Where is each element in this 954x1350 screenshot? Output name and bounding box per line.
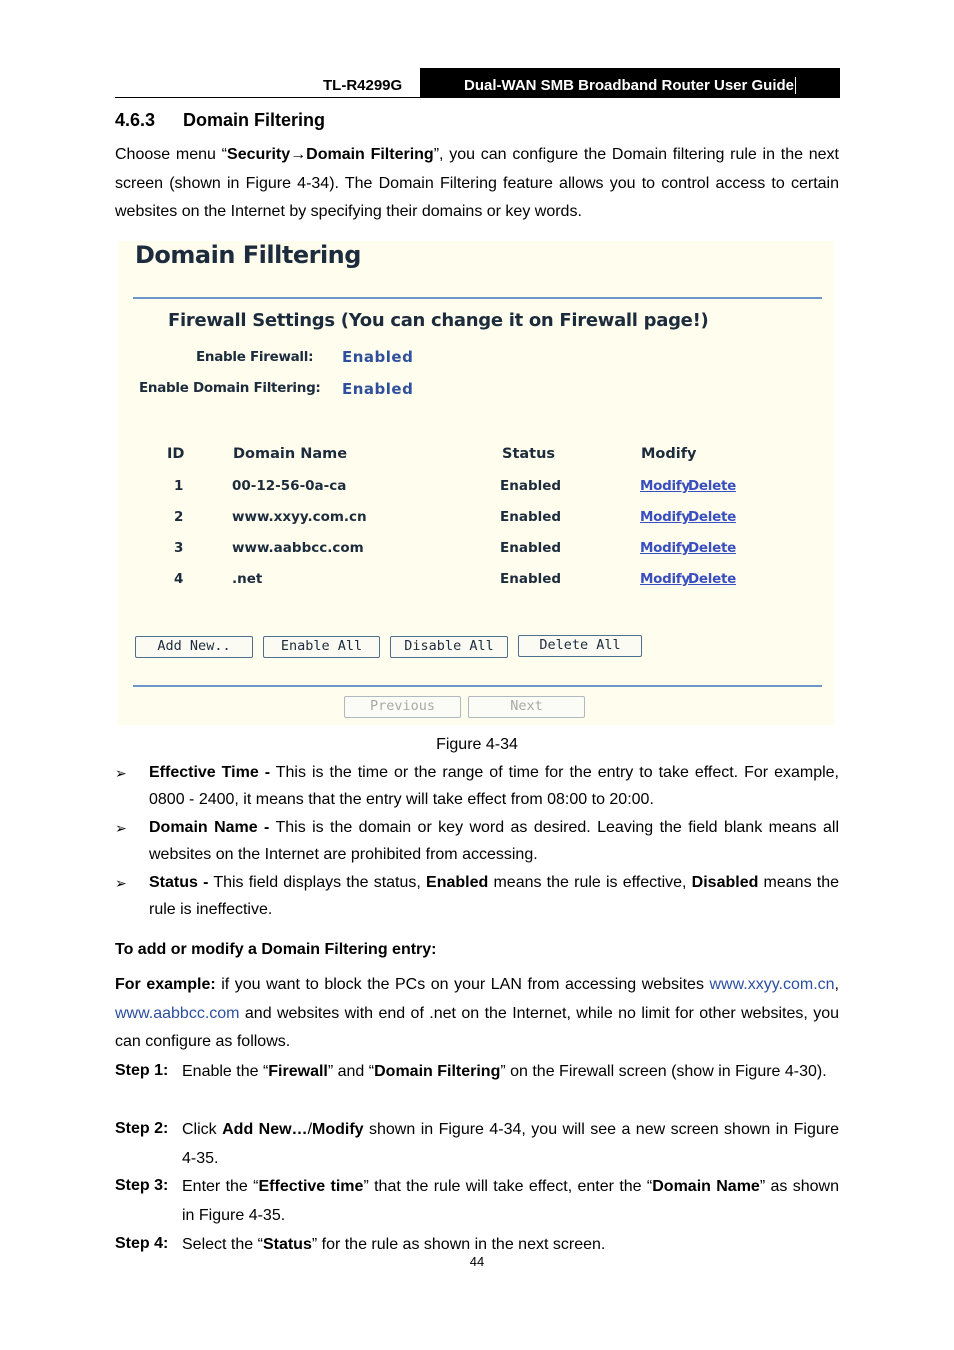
enable-domain-filtering-value: Enabled bbox=[342, 380, 414, 398]
intro-paragraph bbox=[115, 141, 839, 227]
row-status: Enabled bbox=[500, 571, 562, 587]
router-screenshot bbox=[118, 241, 834, 725]
guide-title-banner bbox=[420, 68, 840, 98]
column-header-id: ID bbox=[167, 446, 185, 462]
bullet-text: This field displays the status, bbox=[208, 874, 427, 891]
row-id: 2 bbox=[174, 509, 184, 525]
next-button[interactable]: Next bbox=[468, 696, 585, 718]
step-text: shown in Figure 4-34, you will see a new screen shown in Figure 4-35. bbox=[182, 1121, 840, 1167]
step-label: Step 4: bbox=[115, 1235, 169, 1252]
example-link-aabbcc[interactable]: www.aabbcc.com bbox=[115, 1004, 240, 1022]
document-model: TL-R4299G bbox=[323, 77, 403, 94]
example-paragraph bbox=[115, 971, 839, 1057]
bullet-term: Status - bbox=[149, 874, 209, 891]
menu-path: Security→Domain Filtering bbox=[227, 146, 434, 163]
step-bold: Effective time bbox=[258, 1178, 364, 1195]
modify-link[interactable]: Modify bbox=[640, 509, 690, 525]
step-text: / bbox=[307, 1121, 313, 1138]
step-bold: Domain Filtering bbox=[374, 1063, 501, 1080]
bullet-text: This is the domain or key word as desired. Leaving the field blank means all websites on the Internet are prohibited from accessing. bbox=[149, 819, 840, 863]
row-id: 4 bbox=[174, 571, 184, 587]
step-text: ” as shown in Figure 4-35. bbox=[182, 1178, 839, 1224]
example-link-xxyy[interactable]: www.xxyy.com.cn bbox=[709, 976, 835, 993]
row-status: Enabled bbox=[500, 478, 562, 494]
bullet-term: Effective Time - bbox=[149, 764, 271, 781]
step-bold: Modify bbox=[312, 1121, 364, 1138]
bullet-text: means the rule is effective, bbox=[488, 874, 692, 891]
step-text: Enable the “ bbox=[182, 1063, 269, 1080]
step-text: Enter the “ bbox=[182, 1178, 259, 1195]
column-header-domain: Domain Name bbox=[233, 446, 348, 462]
add-new-button[interactable]: Add New.. bbox=[135, 636, 253, 658]
row-domain: www.xxyy.com.cn bbox=[232, 509, 367, 525]
step-text: ” and “ bbox=[327, 1063, 375, 1080]
row-id: 3 bbox=[174, 540, 184, 556]
page-number: 44 bbox=[469, 1254, 485, 1269]
screen-bottom-rule bbox=[133, 685, 822, 687]
intro-text-1: Choose menu “ bbox=[115, 146, 228, 163]
delete-link[interactable]: Delete bbox=[688, 571, 736, 587]
screen-top-rule bbox=[133, 297, 822, 299]
step-bold: Status bbox=[262, 1236, 312, 1253]
step-text: ” for the rule as shown in the next screen. bbox=[311, 1236, 606, 1253]
header-rule bbox=[115, 97, 840, 98]
example-text-1: if you want to block the PCs on your LAN from accessing websites bbox=[215, 976, 710, 993]
bullet-text: This is the time or the range of time for the entry to take effect. For example, 0800 - 2400, it means that the entry will take effect from 08:00 to 20:00. bbox=[149, 764, 840, 808]
example-label: For example: bbox=[115, 976, 216, 993]
modify-link[interactable]: Modify bbox=[640, 540, 690, 556]
delete-link[interactable]: Delete bbox=[688, 540, 736, 556]
delete-link[interactable]: Delete bbox=[688, 509, 736, 525]
screen-title: Domain Filltering bbox=[135, 241, 361, 269]
guide-title: Dual-WAN SMB Broadband Router User Guide bbox=[463, 77, 795, 94]
row-domain: www.aabbcc.com bbox=[232, 540, 364, 556]
bullet-effective-time bbox=[149, 759, 839, 813]
example-text-2: and websites with end of .net on the Internet, while no limit for other websites, you can configure as follows. bbox=[115, 1004, 839, 1050]
arrow-bullet-icon: ➢ bbox=[115, 875, 127, 891]
section-number: 4.6.3 bbox=[115, 110, 156, 130]
row-id: 1 bbox=[174, 478, 184, 494]
howto-heading: To add or modify a Domain Filtering entry: bbox=[115, 941, 437, 958]
step-bold: Firewall bbox=[268, 1063, 328, 1080]
delete-all-button[interactable]: Delete All bbox=[518, 635, 642, 657]
enable-firewall-label: Enable Firewall: bbox=[196, 349, 314, 365]
step-text: Click bbox=[182, 1121, 223, 1138]
step-label: Step 1: bbox=[115, 1062, 169, 1079]
firewall-settings-heading: Firewall Settings (You can change it on Firewall page!) bbox=[168, 310, 709, 331]
enable-all-button[interactable]: Enable All bbox=[263, 636, 380, 658]
bullet-domain-name bbox=[149, 814, 839, 868]
step-1-text bbox=[182, 1057, 839, 1086]
column-header-status: Status bbox=[502, 446, 556, 462]
enable-firewall-value: Enabled bbox=[342, 348, 414, 366]
figure-caption: Figure 4-34 bbox=[436, 736, 518, 753]
section-title: Domain Filtering bbox=[183, 110, 326, 130]
step-text: ” on the Firewall screen (show in Figure 4-30). bbox=[500, 1063, 827, 1080]
step-text: ” that the rule will take effect, enter the “ bbox=[363, 1178, 653, 1195]
arrow-bullet-icon: ➢ bbox=[115, 820, 127, 836]
modify-link[interactable]: Modify bbox=[640, 478, 690, 494]
step-text: Select the “ bbox=[182, 1236, 263, 1253]
column-header-modify: Modify bbox=[641, 446, 697, 462]
step-label: Step 2: bbox=[115, 1120, 169, 1137]
bullet-bold: Disabled bbox=[691, 874, 759, 891]
intro-text-2: ”, you can configure the Domain filtering rule in the next screen (shown in Figure 4-34). The Domain Filtering feature allows you to control access to certain websites on the Internet by specifying their domains or key words. bbox=[115, 146, 840, 220]
previous-button[interactable]: Previous bbox=[344, 696, 461, 718]
bullet-text: means the rule is ineffective. bbox=[149, 874, 840, 918]
bullet-status bbox=[149, 869, 839, 923]
bullet-bold: Enabled bbox=[426, 874, 489, 891]
step-bold: Domain Name bbox=[652, 1178, 760, 1195]
row-domain: 00-12-56-0a-ca bbox=[232, 478, 347, 494]
step-bold: Add New… bbox=[222, 1121, 308, 1138]
arrow-bullet-icon: ➢ bbox=[115, 765, 127, 781]
disable-all-button[interactable]: Disable All bbox=[390, 636, 508, 658]
enable-domain-filtering-label: Enable Domain Filtering: bbox=[139, 380, 321, 396]
row-status: Enabled bbox=[500, 540, 562, 556]
step-3-text bbox=[182, 1172, 839, 1230]
row-status: Enabled bbox=[500, 509, 562, 525]
step-2-text bbox=[182, 1115, 839, 1173]
bullet-term: Domain Name - bbox=[149, 819, 270, 836]
delete-link[interactable]: Delete bbox=[688, 478, 736, 494]
modify-link[interactable]: Modify bbox=[640, 571, 690, 587]
row-domain: .net bbox=[232, 571, 263, 587]
step-label: Step 3: bbox=[115, 1177, 169, 1194]
example-separator: , bbox=[834, 976, 839, 993]
